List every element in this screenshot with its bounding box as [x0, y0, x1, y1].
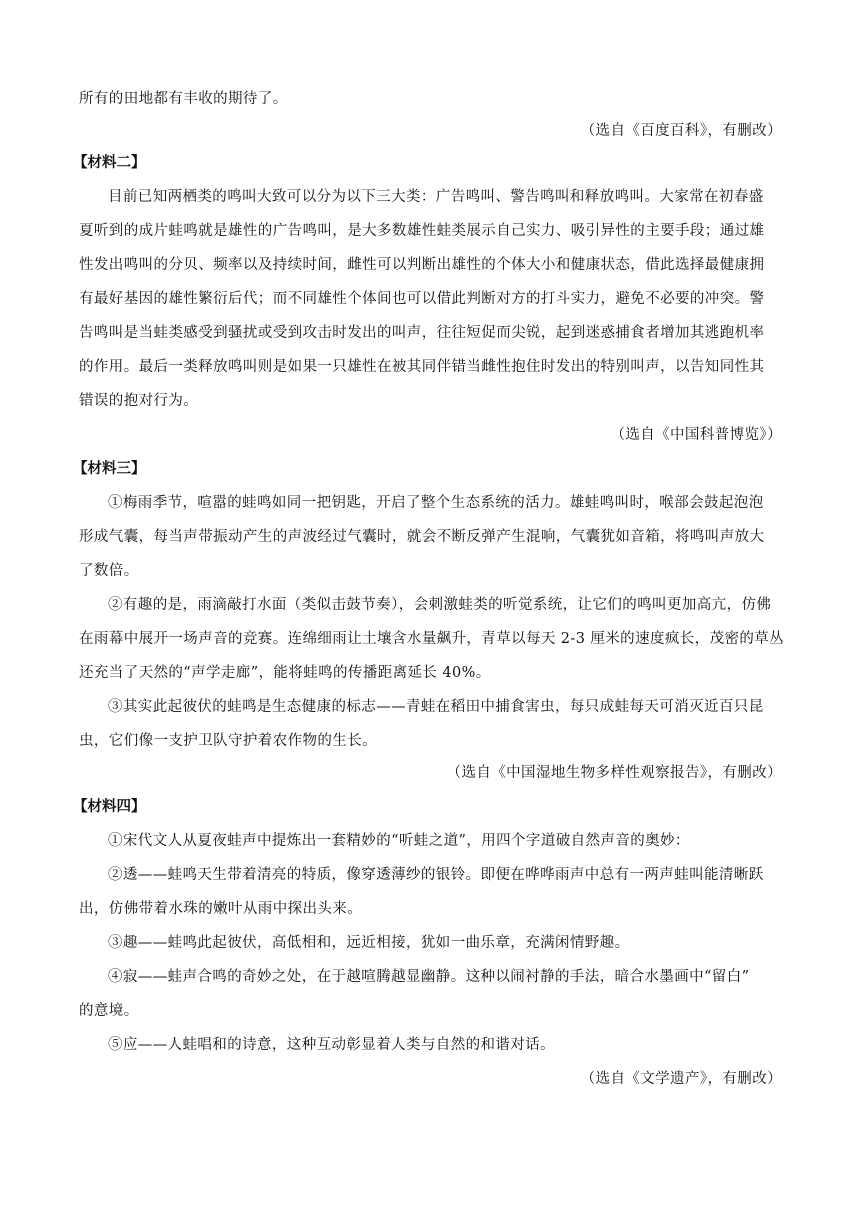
material3-paragraph-3 [79, 690, 782, 758]
text-line: 目前已知两栖类的鸣叫大致可以分为以下三大类：广告鸣叫、警告鸣叫和释放鸣叫。大家常在初春盛 [108, 189, 764, 205]
text-line: 虫，它们像一支护卫队守护着农作物的生长。 [79, 733, 377, 749]
material3-heading [73, 452, 146, 486]
text-line: 错误的抱对行为。 [79, 393, 199, 409]
text-line: 的作用。最后一类释放鸣叫则是如果一只雄性在被其同伴错当雌性抱住时发出的特别叫声，以告知同性其 [79, 359, 765, 375]
text-line: ⑤应——人蛙唱和的诗意，这种互动彰显着人类与自然的和谐对话。 [108, 1037, 555, 1053]
material4-paragraph-2 [79, 858, 782, 926]
text-line: 出，仿佛带着水珠的嫩叶从雨中探出头来。 [79, 901, 363, 917]
text-line: ④寂——蛙声合鸣的奇妙之处，在于越喧腾越显幽静。这种以闹衬静的手法，暗合水墨画中“留白” [108, 969, 750, 985]
text-line: ①宋代文人从夏夜蛙声中提炼出一套精妙的“听蛙之道”，用四个字道破自然声音的奥妙： [108, 833, 690, 849]
text-line: 了数倍。 [79, 563, 139, 579]
material1-tail [79, 82, 782, 116]
text-line: ③趣——蛙鸣此起彼伏，高低相和，远近相接，犹如一曲乐章，充满闲情野趣。 [108, 935, 630, 951]
section-heading: 【材料二】 [73, 154, 146, 171]
material3-paragraph-2 [79, 588, 785, 690]
material4-source [79, 1062, 782, 1096]
text-line: 有最好基因的雄性繁衍后代；而不同雄性个体间也可以借此判断对方的打斗实力，避免不必要的冲突。警 [79, 291, 765, 307]
source-citation: （选自《中国湿地生物多样性观察报告》，有删改） [446, 765, 782, 781]
text-line: 形成气囊，每当声带振动产生的声波经过气囊时，就会不断反弹产生混响，气囊犹如音箱，将鸣叫声放大 [79, 529, 765, 545]
material2-source [79, 418, 782, 452]
text-line: 夏听到的成片蛙鸣就是雄性的广告鸣叫，是大多数雄性蛙类展示自己实力、吸引异性的主要手段；通过雄 [79, 223, 765, 239]
material4-heading [73, 790, 146, 824]
material3-source [79, 756, 782, 790]
material2-body [79, 180, 782, 418]
text-line: ③其实此起彼伏的蛙鸣是生态健康的标志——青蛙在稻田中捕食害虫，每只成蛙每天可消灭近百只昆 [108, 699, 764, 715]
text-line: 的意境。 [79, 1003, 139, 1019]
material3-paragraph-1 [79, 486, 782, 588]
material4-paragraph-5 [79, 1028, 782, 1062]
section-heading: 【材料三】 [73, 460, 146, 477]
material4-paragraph-1 [79, 824, 782, 858]
material2-heading [73, 146, 146, 180]
text-line: 告鸣叫是当蛙类感受到骚扰或受到攻击时发出的叫声，往往短促而尖锐，起到迷惑捕食者增加其逃跑机率 [79, 325, 765, 341]
source-citation: （选自《百度百科》，有删改） [580, 123, 782, 139]
text-line: 还充当了天然的“声学走廊”，能将蛙鸣的传播距离延长 40%。 [79, 665, 491, 681]
material4-paragraph-4 [79, 960, 782, 1028]
text-line: 在雨幕中展开一场声音的竞赛。连绵细雨让土壤含水量飙升，青草以每天 2-3 厘米的速度疯长，茂密的草丛 [79, 631, 785, 647]
text-line: 性发出鸣叫的分贝、频率以及持续时间，雌性可以判断出雄性的个体大小和健康状态，借此选择最健康拥 [79, 257, 765, 273]
text-line: ②有趣的是，雨滴敲打水面（类似击鼓节奏），会刺激蛙类的听觉系统，让它们的鸣叫更加高亢，仿佛 [108, 597, 772, 613]
source-citation: （选自《中国科普博览》） [610, 427, 782, 443]
section-heading: 【材料四】 [73, 798, 146, 815]
text-line: ②透——蛙鸣天生带着清亮的特质，像穿透薄纱的银铃。即便在哗哗雨声中总有一两声蛙叫能清晰跃 [108, 867, 764, 883]
text-line: 所有的田地都有丰收的期待了。 [79, 91, 288, 107]
text-line: ①梅雨季节，喧嚣的蛙鸣如同一把钥匙，开启了整个生态系统的活力。雄蛙鸣叫时，喉部会鼓起泡泡 [108, 495, 764, 511]
material4-paragraph-3 [79, 926, 782, 960]
source-citation: （选自《文学遗产》，有删改） [580, 1071, 782, 1087]
material1-source [79, 114, 782, 148]
